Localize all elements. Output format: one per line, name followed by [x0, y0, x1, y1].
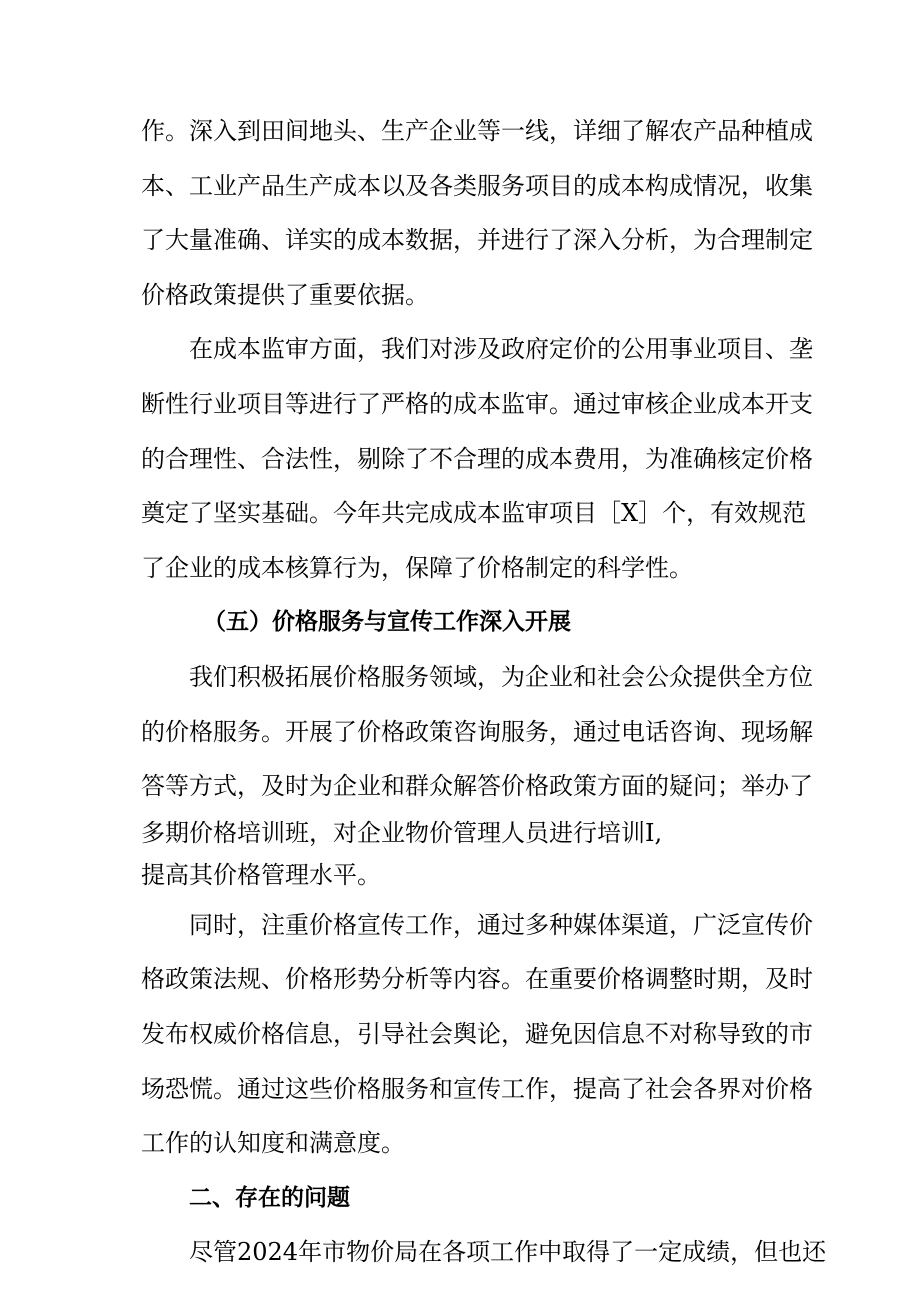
paragraph-line: 在成本监审方面，我们对涉及政府定价的公用事业项目、垄 — [189, 335, 813, 364]
paragraph-line: 本、工业产品生产成本以及各类服务项目的成本构成情况，收集 — [141, 171, 813, 200]
paragraph-line: 我们积极拓展价格服务领域，为企业和社会公众提供全方位 — [189, 662, 813, 691]
paragraph-line: 同时，注重价格宣传工作，通过多种媒体渠道，广泛宣传价 — [189, 910, 813, 939]
chapter-heading-2: 二、存在的问题 — [189, 1184, 350, 1211]
paragraph-line: 断性行业项目等进行了严格的成本监审。通过审核企业成本开支 — [141, 389, 813, 418]
paragraph-line: 格政策法规、价格形势分析等内容。在重要价格调整时期，及时 — [141, 965, 813, 994]
paragraph-line: 了企业的成本核算行为，保障了价格制定的科学性。 — [141, 553, 693, 582]
section-heading-5: （五）价格服务与宣传工作深入开展 — [203, 609, 571, 636]
paragraph-line: 发布权威价格信息，引导社会舆论，避免因信息不对称导致的市 — [141, 1019, 813, 1048]
paragraph-line: 了大量准确、详实的成本数据，并进行了深入分析，为合理制定 — [141, 226, 813, 255]
paragraph-line: 提高其价格管理水平。 — [141, 860, 381, 889]
paragraph-line: 答等方式，及时为企业和群众解答价格政策方面的疑问；举办了 — [141, 772, 813, 801]
paragraph-line: 作。深入到田间地头、生产企业等一线，详细了解农产品种植成 — [141, 117, 813, 145]
document-page — [141, 104, 827, 1280]
paragraph-line: 奠定了坚实基础。今年共完成成本监审项目［X］个，有效规范 — [141, 499, 807, 528]
paragraph-line: 价格政策提供了重要依据。 — [141, 280, 429, 309]
paragraph-line: 工作的认知度和满意度。 — [141, 1129, 405, 1158]
paragraph-line: 场恐慌。通过这些价格服务和宣传工作，提高了社会各界对价格 — [141, 1074, 813, 1103]
paragraph-line: 多期价格培训班，对企业物价管理人员进行培训I, — [141, 818, 663, 847]
paragraph-line: 尽管2024年市物价局在各项工作中取得了一定成绩，但也还 — [189, 1238, 827, 1267]
paragraph-line: 的合理性、合法性，剔除了不合理的成本费用，为准确核定价格 — [141, 444, 813, 473]
paragraph-line: 的价格服务。开展了价格政策咨询服务，通过电话咨询、现场解 — [141, 717, 813, 746]
